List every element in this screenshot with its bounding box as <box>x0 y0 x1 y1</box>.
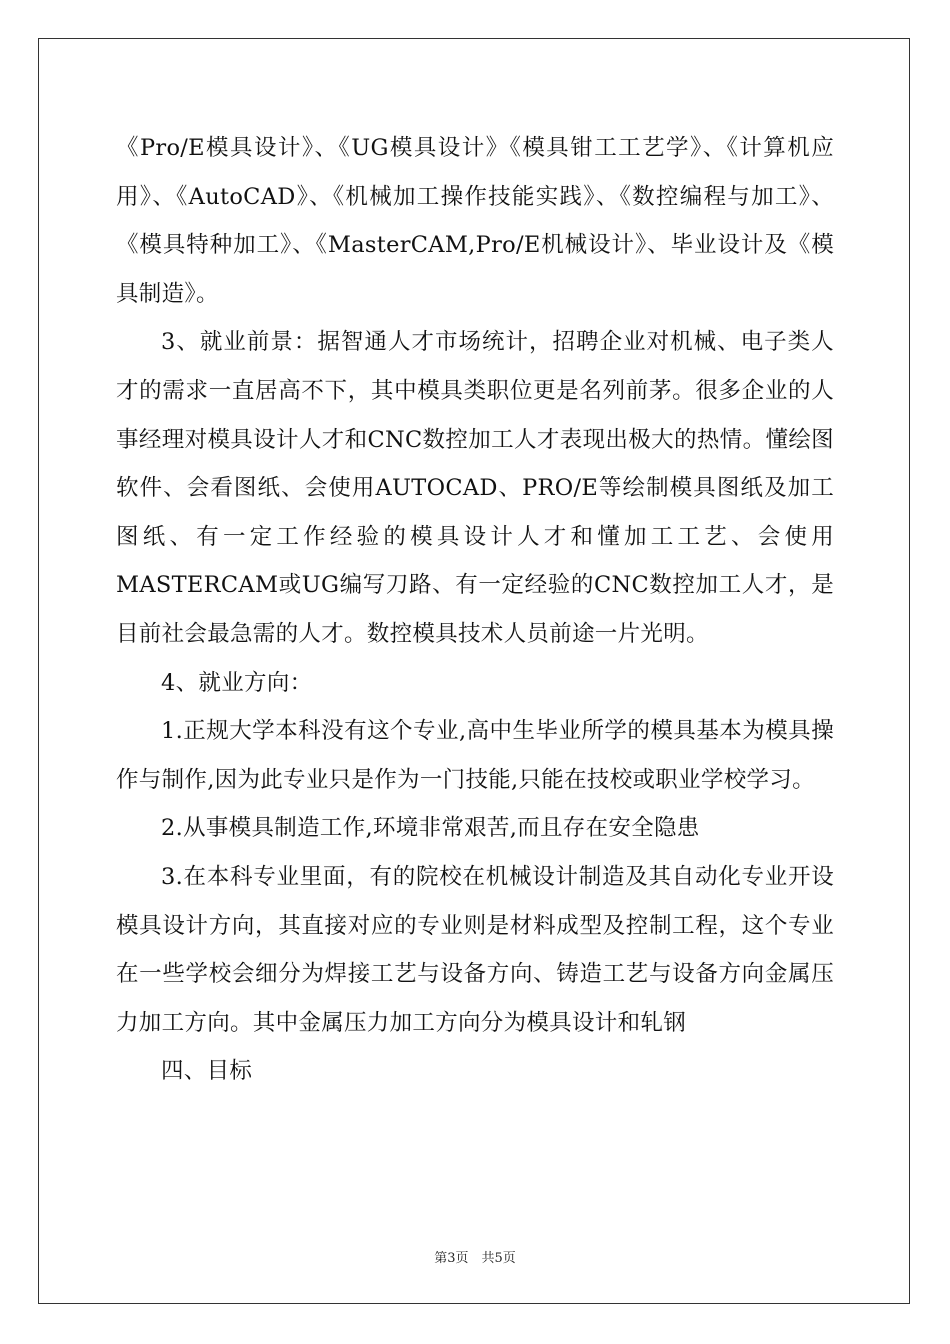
list-item-1: 1.正规大学本科没有这个专业,高中生毕业所学的模具基本为模具操作与制作,因为此专业只是作为一门技能,只能在技校或职业学校学习。 <box>116 718 834 793</box>
heading-employment-direction: 4、就业方向： <box>161 669 313 696</box>
paragraph-employment-prospects: 3、就业前景：据智通人才市场统计，招聘企业对机械、电子类人才的需求一直居高不下，其中模具类职位更是名列前茅。很多企业的人事经理对模具设计人才和CNC数控加工人才表现出极大的热情。懂绘图软件、会看图纸、会使用AUTOCAD、PRO/E等绘制模具图纸及加工图纸、有一定工作经验的模具设计人才和懂加工工艺、会使用MASTERCAM或UG编写刀路、有一定经验的CNC数控加工人才，是目前社会最急需的人才。数控模具技术人员前途一片光明。 <box>116 329 834 647</box>
list-item-3: 3.在本科专业里面，有的院校在机械设计制造及其自动化专业开设模具设计方向，其直接对应的专业则是材料成型及控制工程，这个专业在一些学校会细分为焊接工艺与设备方向、铸造工艺与设备方向金属压力加工方向。其中金属压力加工方向分为模具设计和轧钢 <box>116 863 834 1036</box>
document-body <box>116 124 834 1096</box>
heading-goals: 四、目标 <box>161 1058 253 1085</box>
list-item-2: 2.从事模具制造工作,环境非常艰苦,而且存在安全隐患 <box>161 815 700 842</box>
paragraph-course-list: 《Pro/E模具设计》、《UG模具设计》《模具钳工工艺学》、《计算机应用》、《AutoCAD》、《机械加工操作技能实践》、《数控编程与加工》、《模具特种加工》、《MasterCAM,Pro/E机械设计》、毕业设计及《模具制造》。 <box>116 135 834 307</box>
page-number: 第3页 共5页 <box>434 1251 516 1266</box>
